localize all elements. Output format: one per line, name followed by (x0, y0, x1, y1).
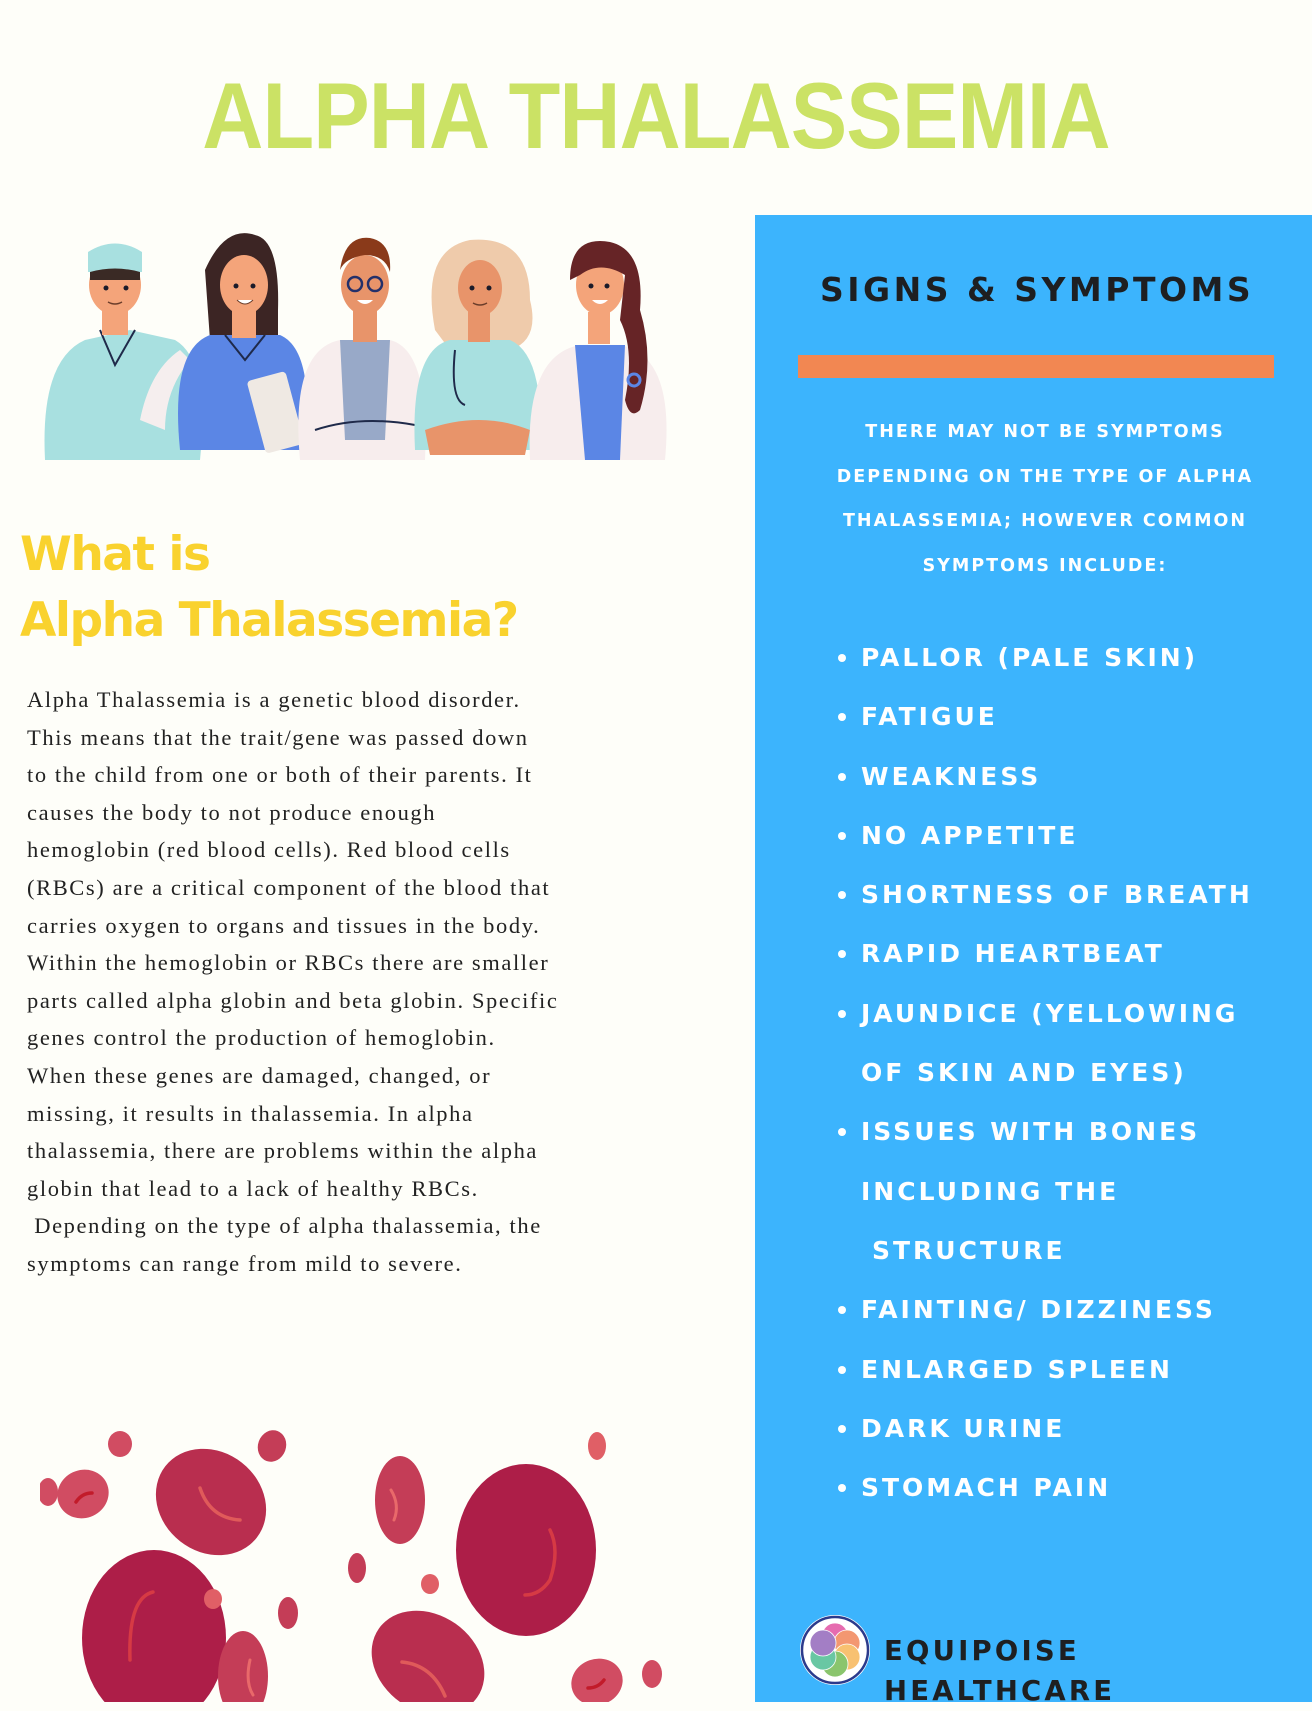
symptom-item: FATIGUE (830, 687, 1253, 746)
symptom-item-continued: OF SKIN AND EYES) (861, 1058, 1187, 1088)
symptom-item-continued: STRUCTURE (872, 1235, 1066, 1265)
intro-line: SYMPTOMS INCLUDE: (922, 555, 1168, 576)
medical-staff-illustration (40, 230, 730, 470)
divider-bar (798, 355, 1274, 378)
female-doctor-figure (530, 241, 667, 460)
bullet-icon (838, 1128, 846, 1136)
text-line: hemoglobin (red blood cells). Red blood cells (27, 837, 511, 863)
intro-line: THERE MAY NOT BE SYMPTOMS (865, 422, 1225, 442)
text-line: Alpha Thalassemia is a genetic blood disorder. (27, 687, 521, 712)
bullet-icon (838, 1010, 846, 1018)
flower-of-life-icon (799, 1614, 871, 1686)
text-line: Within the hemoglobin or RBCs there are smaller (27, 950, 550, 976)
page-title: ALPHA THALASSEMIA (202, 63, 1110, 168)
symptom-item: ENLARGED SPLEEN (830, 1340, 1253, 1399)
symptom-item: FAINTING/ DIZZINESS (830, 1280, 1253, 1339)
bullet-icon (838, 950, 846, 958)
text-line: (RBCs) are a critical component of the blood that (27, 874, 551, 900)
text-line: to the child from one or both of their parents. It (27, 762, 533, 788)
text-line: thalassemia, there are problems within the alpha (27, 1138, 539, 1164)
bullet-icon (838, 1425, 846, 1433)
symptom-item-continued: INCLUDING THE (861, 1176, 1120, 1206)
symptom-item: STOMACH PAIN (830, 1458, 1253, 1517)
intro-line: DEPENDING ON THE TYPE OF ALPHA (836, 466, 1254, 487)
symptom-item: SHORTNESS OF BREATH (830, 865, 1253, 924)
signs-symptoms-heading: SIGNS & SYMPTOMS (820, 270, 1255, 309)
symptom-item: RAPID HEARTBEAT (830, 924, 1253, 983)
text-line: genes control the production of hemoglobin. (27, 1025, 496, 1051)
symptoms-intro (800, 410, 1290, 588)
symptom-item: JAUNDICE (YELLOWING (830, 984, 1253, 1043)
bullet-icon (838, 773, 846, 781)
symptoms-list (830, 628, 1253, 1517)
text-line: parts called alpha globin and beta globin. Specific (27, 987, 559, 1013)
bullet-icon (838, 1306, 846, 1314)
text-line: When these genes are damaged, changed, or (27, 1062, 492, 1088)
red-blood-cells-illustration (40, 1420, 700, 1702)
nurse-figure (178, 233, 307, 454)
heading-line: Alpha Thalassemia? (20, 593, 518, 648)
blonde-nurse-figure (414, 240, 540, 455)
intro-line: THALASSEMIA; HOWEVER COMMON (843, 511, 1247, 532)
bullet-icon (838, 713, 846, 721)
section-heading (20, 522, 518, 654)
bullet-icon (838, 832, 846, 840)
symptom-item: PALLOR (PALE SKIN) (830, 628, 1253, 687)
text-line: symptoms can range from mild to severe. (27, 1250, 463, 1276)
brand-name: EQUIPOISE HEALTHCARE (884, 1635, 1116, 1707)
text-line: carries oxygen to organs and tissues in the body. (27, 912, 541, 938)
heading-line: What is (20, 527, 210, 582)
bullet-icon (838, 1366, 846, 1374)
text-line: This means that the trait/gene was passed down (27, 724, 529, 750)
bullet-icon (838, 891, 846, 899)
text-line: missing, it results in thalassemia. In alpha (27, 1100, 474, 1126)
doctor-figure (298, 238, 425, 460)
bullet-icon (838, 1484, 846, 1492)
symptom-item: WEAKNESS (830, 747, 1253, 806)
symptom-item: ISSUES WITH BONES (830, 1102, 1253, 1161)
description-paragraph (27, 681, 667, 1283)
text-line: causes the body to not produce enough (27, 799, 437, 825)
symptom-item: NO APPETITE (830, 806, 1253, 865)
text-line: globin that lead to a lack of healthy RBCs. (27, 1175, 479, 1201)
bullet-icon (838, 654, 846, 662)
text-line: Depending on the type of alpha thalassemia, the (27, 1213, 542, 1239)
symptom-item: DARK URINE (830, 1399, 1253, 1458)
